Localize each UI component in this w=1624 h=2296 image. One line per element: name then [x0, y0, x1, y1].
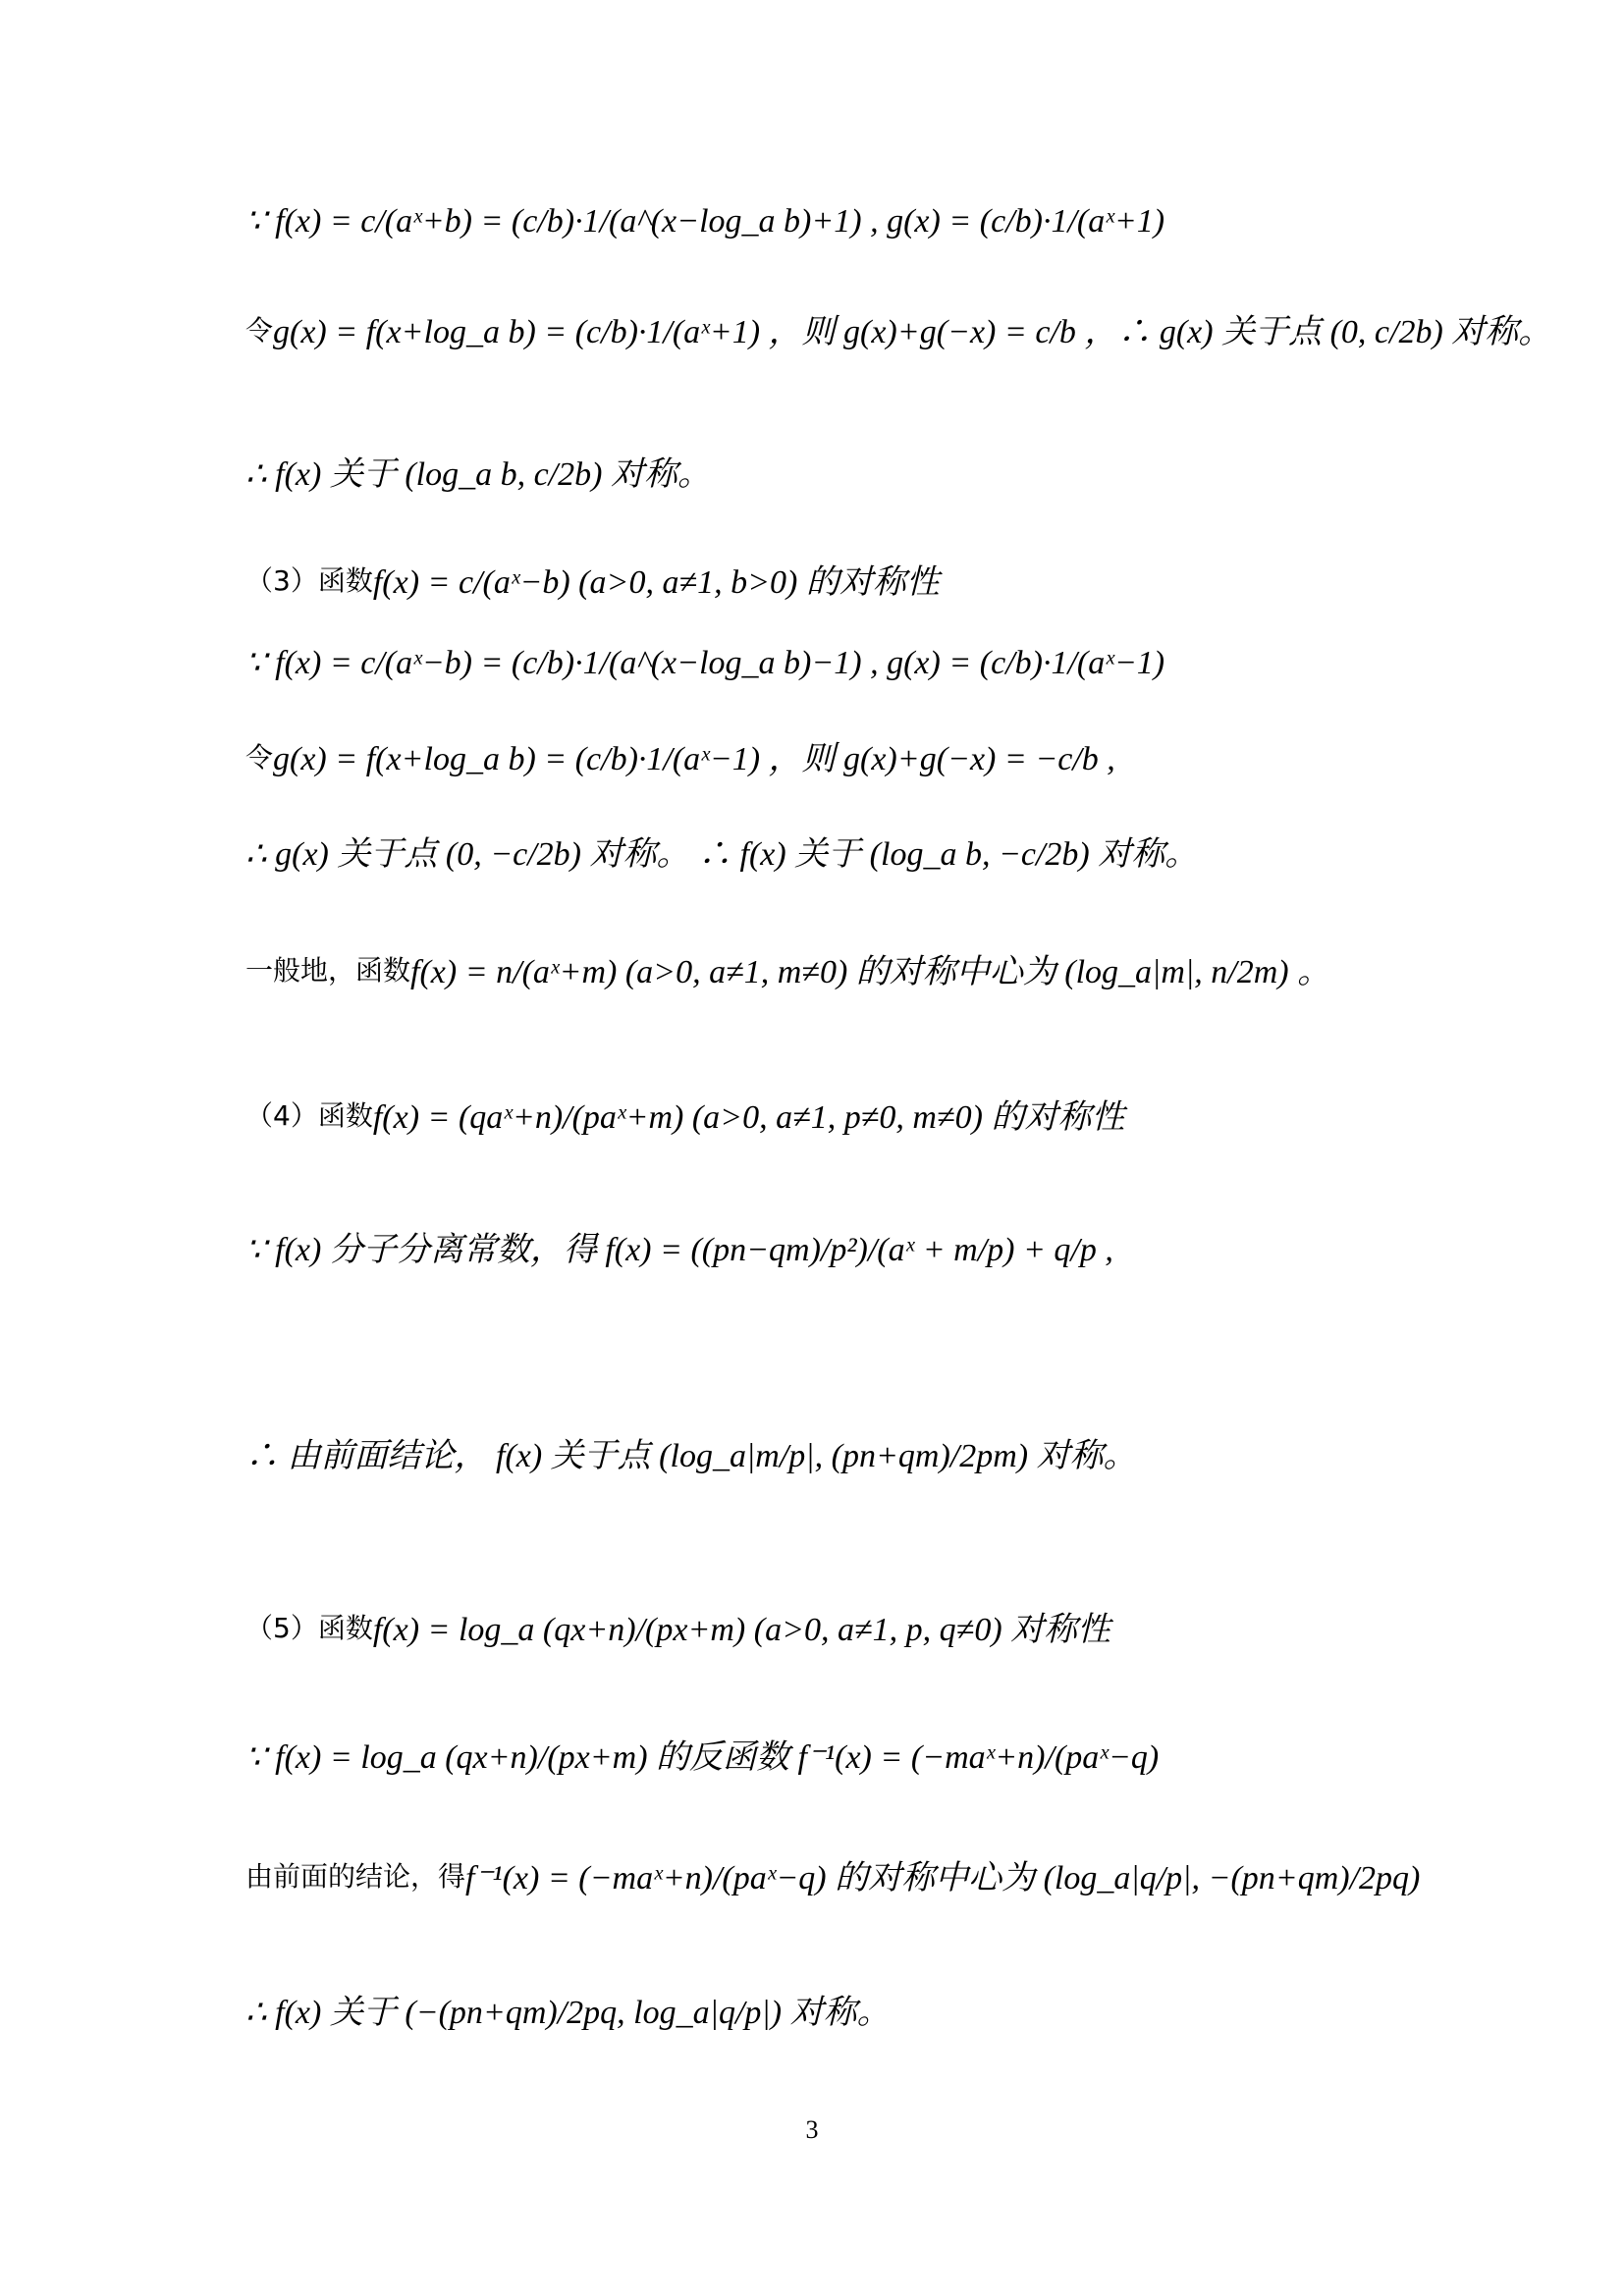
line-math: f(x) = n/(aˣ+m) (a>0, a≠1, m≠0) 的对称中心为 (log_a|m|, n/2m) 。	[410, 954, 1331, 990]
line-math: g(x) = f(x+log_a b) = (c/b)·1/(aˣ−1) ，则 g(x)+g(−x) = −c/b ,	[273, 741, 1115, 777]
formula-line-2	[245, 304, 1551, 352]
formula-line-5	[245, 643, 1164, 682]
line-math: ∵ f(x) = log_a (qx+n)/(px+m) 的反函数 f⁻¹(x) = (−maˣ+n)/(paˣ−q)	[245, 1739, 1160, 1776]
formula-line-13	[245, 1730, 1159, 1778]
line-math: ∵ f(x) = c/(aˣ+b) = (c/b)·1/(a^(x−log_a b)+1) , g(x) = (c/b)·1/(aˣ+1)	[245, 203, 1165, 240]
line-label: （5）函数	[245, 1611, 373, 1644]
line-text: 令	[245, 313, 274, 347]
line-math: f(x) = log_a (qx+n)/(px+m) (a>0, a≠1, p, q≠0) 对称性	[372, 1612, 1111, 1648]
line-label: （3）函数	[245, 563, 373, 597]
line-math: ∴ f(x) 关于 (log_a b, c/2b) 对称。	[245, 456, 711, 493]
formula-line-7	[245, 827, 1198, 875]
line-text: 由前面的结论，得	[245, 1859, 466, 1893]
line-math: f(x) = (qaˣ+n)/(paˣ+m) (a>0, a≠1, p≠0, m≠0) 的对称性	[372, 1099, 1125, 1136]
line-math: ∵ f(x) = c/(aˣ−b) = (c/b)·1/(a^(x−log_a b)−1) , g(x) = (c/b)·1/(aˣ−1)	[245, 645, 1165, 681]
line-math: ∴ f(x) 关于 (−(pn+qm)/2pq, log_a|q/p|) 对称。	[245, 1995, 891, 2031]
formula-line-4	[245, 555, 940, 603]
formula-line-14	[245, 1850, 1420, 1898]
formula-line-3	[245, 447, 711, 495]
line-math: g(x) = f(x+log_a b) = (c/b)·1/(aˣ+1) ，则 g(x)+g(−x) = c/b ，∴ g(x) 关于点 (0, c/2b) 对称。	[273, 314, 1552, 350]
formula-line-12	[245, 1602, 1110, 1650]
line-math: ∴ 由前面结论， f(x) 关于点 (log_a|m/p|, (pn+qm)/2pm) 对称。	[245, 1438, 1137, 1474]
formula-line-6	[245, 731, 1115, 779]
line-math: ∵ f(x) 分子分离常数，得 f(x) = ((pn−qm)/p²)/(aˣ + m/p) + q/p ,	[245, 1232, 1113, 1268]
formula-line-15	[245, 1985, 891, 2033]
formula-line-9	[245, 1090, 1124, 1138]
formula-line-11	[245, 1428, 1137, 1476]
line-text: 一般地，函数	[245, 953, 411, 987]
line-math: f⁻¹(x) = (−maˣ+n)/(paˣ−q) 的对称中心为 (log_a|q/p|, −(pn+qm)/2pq)	[465, 1860, 1421, 1896]
formula-line-8	[245, 944, 1330, 992]
formula-line-10	[245, 1222, 1113, 1270]
page-number: 3	[805, 2115, 819, 2144]
line-label: （4）函数	[245, 1098, 373, 1132]
line-text: 令	[245, 740, 274, 774]
line-math: ∴ g(x) 关于点 (0, −c/2b) 对称。 ∴ f(x) 关于 (log_a b, −c/2b) 对称。	[245, 836, 1199, 873]
line-math: f(x) = c/(aˣ−b) (a>0, a≠1, b>0) 的对称性	[372, 564, 940, 601]
formula-line-1	[245, 201, 1164, 240]
